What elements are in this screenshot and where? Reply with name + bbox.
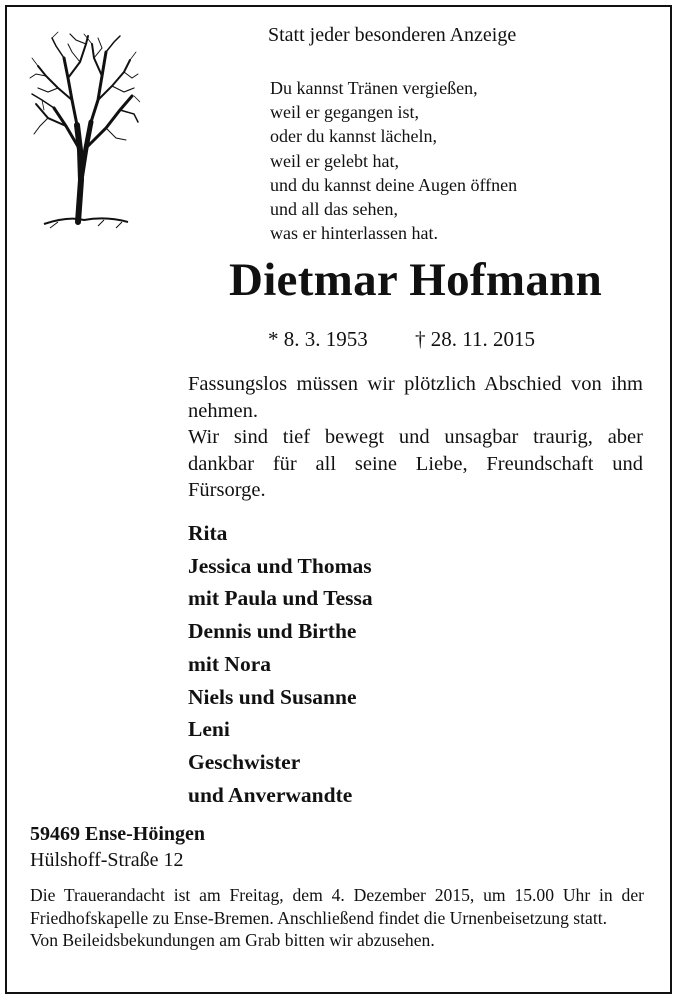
mourner-entry: mit Paula und Tessa: [188, 586, 373, 611]
birth-date: * 8. 3. 1953: [268, 327, 368, 351]
poem-line: und all das sehen,: [270, 199, 398, 220]
mourner-entry: Niels und Susanne: [188, 684, 357, 709]
poem-line: weil er gelebt hat,: [270, 150, 399, 171]
poem-line: weil er gegangen ist,: [270, 102, 419, 123]
bare-tree-icon: [28, 30, 140, 230]
funeral-notice: [30, 884, 644, 952]
intro-line: Statt jeder besonderen Anzeige: [268, 24, 517, 46]
mourner-entry: und Anverwandte: [188, 782, 353, 807]
mourner-entry: Leni: [188, 717, 230, 742]
mourner-entry: Dennis und Birthe: [188, 619, 357, 644]
death-date: † 28. 11. 2015: [415, 327, 535, 351]
poem-line: was er hinterlassen hat.: [270, 223, 438, 244]
notice-paragraph: Die Trauerandacht ist am Freitag, dem 4. Dezember 2015, um 15.00 Uhr in der Friedhofskapelle zu Ense-Bremen. Anschließend findet die Urnenbeisetzung statt.: [30, 885, 644, 928]
message-paragraph: Fassungslos müssen wir plötzlich Abschied von ihm nehmen.: [188, 373, 643, 422]
mourner-entry: Jessica und Thomas: [188, 553, 372, 578]
poem: [270, 76, 517, 245]
message-paragraph: Wir sind tief bewegt und unsagbar traurig, aber dankbar für all seine Liebe, Freundschaft und Fürsorge.: [188, 426, 643, 501]
poem-line: oder du kannst lächeln,: [270, 126, 437, 147]
farewell-message: [188, 371, 643, 504]
mourner-entry: Geschwister: [188, 749, 301, 774]
notice-paragraph: Von Beileidsbekundungen am Grab bitten wir abzusehen.: [30, 930, 435, 951]
mourners-list: [188, 517, 373, 811]
address-street: Hülshoff-Straße 12: [30, 849, 184, 871]
poem-line: und du kannst deine Augen öffnen: [270, 174, 518, 195]
family-address: [30, 821, 205, 873]
address-city: 59469 Ense-Höingen: [30, 823, 206, 845]
poem-line: Du kannst Tränen vergießen,: [270, 78, 478, 98]
mourner-entry: Rita: [188, 521, 228, 545]
deceased-name: Dietmar Hofmann: [228, 254, 603, 306]
mourner-entry: mit Nora: [188, 651, 271, 676]
